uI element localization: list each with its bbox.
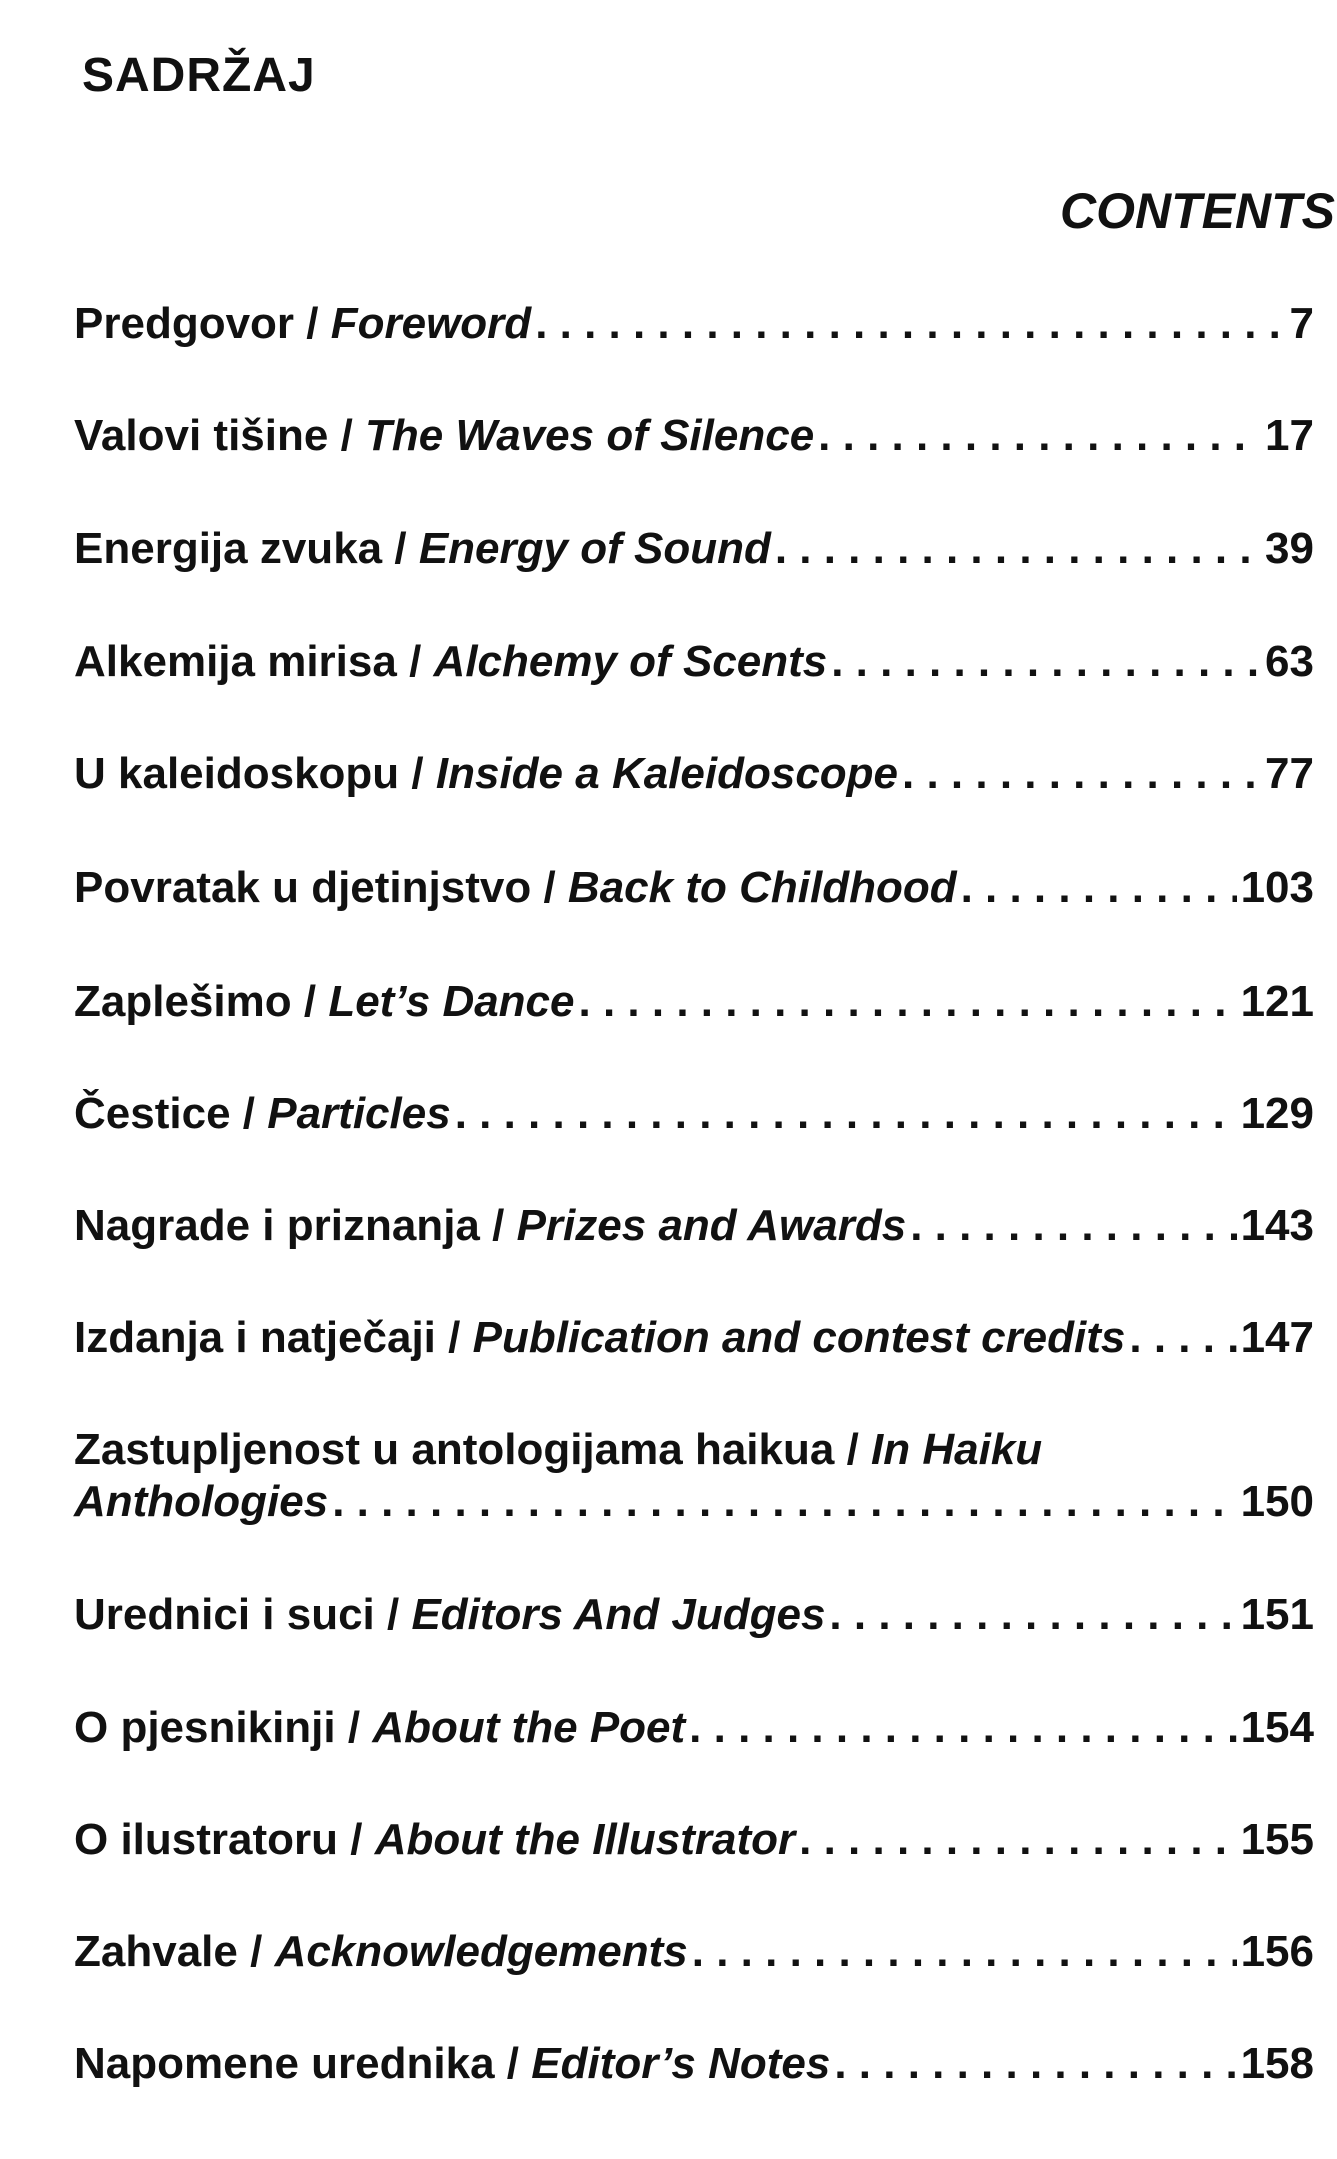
dot-leader (818, 410, 1261, 462)
entry-title-local: Nagrade i priznanja (74, 1201, 480, 1250)
entry-title-local: Zastupljenost u antologijama haikua (74, 1425, 835, 1474)
entry-page-number: 7 (1289, 299, 1314, 348)
toc-entry-acknowledgements[interactable] (74, 1926, 1314, 1978)
entry-title-english: Back to Childhood (567, 863, 957, 912)
entry-title-local: Zaplešimo (74, 977, 292, 1026)
toc-entry-waves-of-silence[interactable] (74, 410, 1314, 462)
entry-separator: / (479, 1201, 517, 1250)
toc-entry-foreword[interactable] (74, 298, 1314, 350)
entry-title-english: Let’s Dance (328, 977, 575, 1026)
entry-page-number: 103 (1240, 863, 1314, 912)
entry-page-number: 63 (1265, 637, 1314, 686)
toc-entry-editors-notes[interactable] (74, 2038, 1314, 2090)
dot-leader (775, 523, 1261, 575)
entry-title-english: Particles (267, 1089, 451, 1138)
entry-page-number: 147 (1240, 1313, 1314, 1362)
entry-separator: / (294, 299, 331, 348)
entry-page-number: 154 (1240, 1703, 1314, 1752)
dot-leader (799, 1814, 1236, 1866)
entry-title-english: Alchemy of Scents (433, 637, 828, 686)
entry-page-number: 150 (1240, 1477, 1314, 1526)
entry-title-local: Energija zvuka (74, 524, 383, 573)
dot-leader (579, 976, 1237, 1028)
toc-entry-haiku-anthologies[interactable] (74, 1424, 1314, 1528)
entry-title-local: O ilustratoru (74, 1815, 339, 1864)
entry-page-number: 156 (1240, 1927, 1314, 1976)
dot-leader (332, 1476, 1236, 1528)
entry-title-local: Povratak u djetinjstvo (74, 863, 532, 912)
entry-separator: / (531, 863, 568, 912)
entry-title-english: Inside a Kaleidoscope (435, 749, 899, 798)
entry-page-number: 121 (1240, 977, 1314, 1026)
toc-entry-prizes-and-awards[interactable] (74, 1200, 1314, 1252)
entry-separator: / (396, 637, 434, 686)
entry-title-english: Acknowledgements (274, 1927, 688, 1976)
dot-leader (902, 748, 1261, 800)
entry-page-number: 39 (1265, 524, 1314, 573)
heading-english: CONTENTS (1060, 183, 1335, 239)
entry-separator: / (374, 1590, 412, 1639)
entry-title-english: Editors And Judges (411, 1590, 826, 1639)
entry-separator: / (328, 411, 366, 460)
entry-page-number: 151 (1240, 1590, 1314, 1639)
dot-leader (689, 1702, 1236, 1754)
entry-title-local: Alkemija mirisa (74, 637, 397, 686)
toc-entry-editors-and-judges[interactable] (74, 1589, 1314, 1641)
entry-title-local: Izdanja i natječaji (74, 1313, 436, 1362)
entry-title-local: Napomene urednika (74, 2039, 495, 2088)
toc-entry-about-the-poet[interactable] (74, 1702, 1314, 1754)
entry-separator: / (335, 1703, 373, 1752)
dot-leader (910, 1200, 1236, 1252)
entry-title-english: About the Illustrator (374, 1815, 796, 1864)
heading-local: SADRŽAJ (82, 49, 316, 102)
dot-leader (535, 298, 1285, 350)
dot-leader (834, 2038, 1236, 2090)
entry-separator: / (834, 1425, 872, 1474)
toc-entry-energy-of-sound[interactable] (74, 523, 1314, 575)
entry-separator: / (230, 1089, 268, 1138)
entry-title-local: Urednici i suci (74, 1590, 375, 1639)
dot-leader (831, 636, 1261, 688)
entry-title-local: Predgovor (74, 299, 295, 348)
entry-separator: / (399, 749, 436, 798)
entry-title-local: U kaleidoskopu (74, 749, 400, 798)
dot-leader (829, 1589, 1236, 1641)
entry-title-english: Prizes and Awards (516, 1201, 907, 1250)
entry-page-number: 143 (1240, 1201, 1314, 1250)
entry-title-english: The Waves of Silence (365, 411, 815, 460)
toc-entry-lets-dance[interactable] (74, 976, 1314, 1028)
entry-separator: / (435, 1313, 473, 1362)
entry-separator: / (237, 1927, 275, 1976)
entry-title-english: About the Poet (372, 1703, 686, 1752)
entry-page-number: 17 (1265, 411, 1314, 460)
toc-entry-back-to-childhood[interactable] (74, 862, 1314, 914)
entry-title-english-line2: Anthologies (74, 1477, 329, 1526)
toc-entry-publication-credits[interactable] (74, 1312, 1314, 1364)
entry-title-english: Editor’s Notes (531, 2039, 831, 2088)
entry-separator: / (494, 2039, 532, 2088)
toc-entry-particles[interactable] (74, 1088, 1314, 1140)
entry-page-number: 77 (1265, 749, 1314, 798)
entry-title-local: O pjesnikinji (74, 1703, 336, 1752)
entry-title-local: Zahvale (74, 1927, 238, 1976)
entry-title-english: Energy of Sound (418, 524, 771, 573)
dot-leader (692, 1926, 1237, 1978)
entry-page-number: 158 (1240, 2039, 1314, 2088)
dot-leader (961, 862, 1237, 914)
toc-entry-about-the-illustrator[interactable] (74, 1814, 1314, 1866)
entry-title-english-line1: In Haiku (871, 1425, 1043, 1474)
dot-leader (1129, 1312, 1236, 1364)
dot-leader (455, 1088, 1237, 1140)
entry-page-number: 129 (1240, 1089, 1314, 1138)
entry-title-local: Valovi tišine (74, 411, 329, 460)
toc-entry-inside-a-kaleidoscope[interactable] (74, 748, 1314, 800)
entry-title-local: Čestice (74, 1089, 231, 1138)
entry-separator: / (382, 524, 419, 573)
entry-title-english: Foreword (330, 299, 532, 348)
entry-separator: / (291, 977, 329, 1026)
entry-page-number: 155 (1240, 1815, 1314, 1864)
entry-separator: / (338, 1815, 375, 1864)
entry-title-english: Publication and contest credits (472, 1313, 1126, 1362)
toc-entry-alchemy-of-scents[interactable] (74, 636, 1314, 688)
